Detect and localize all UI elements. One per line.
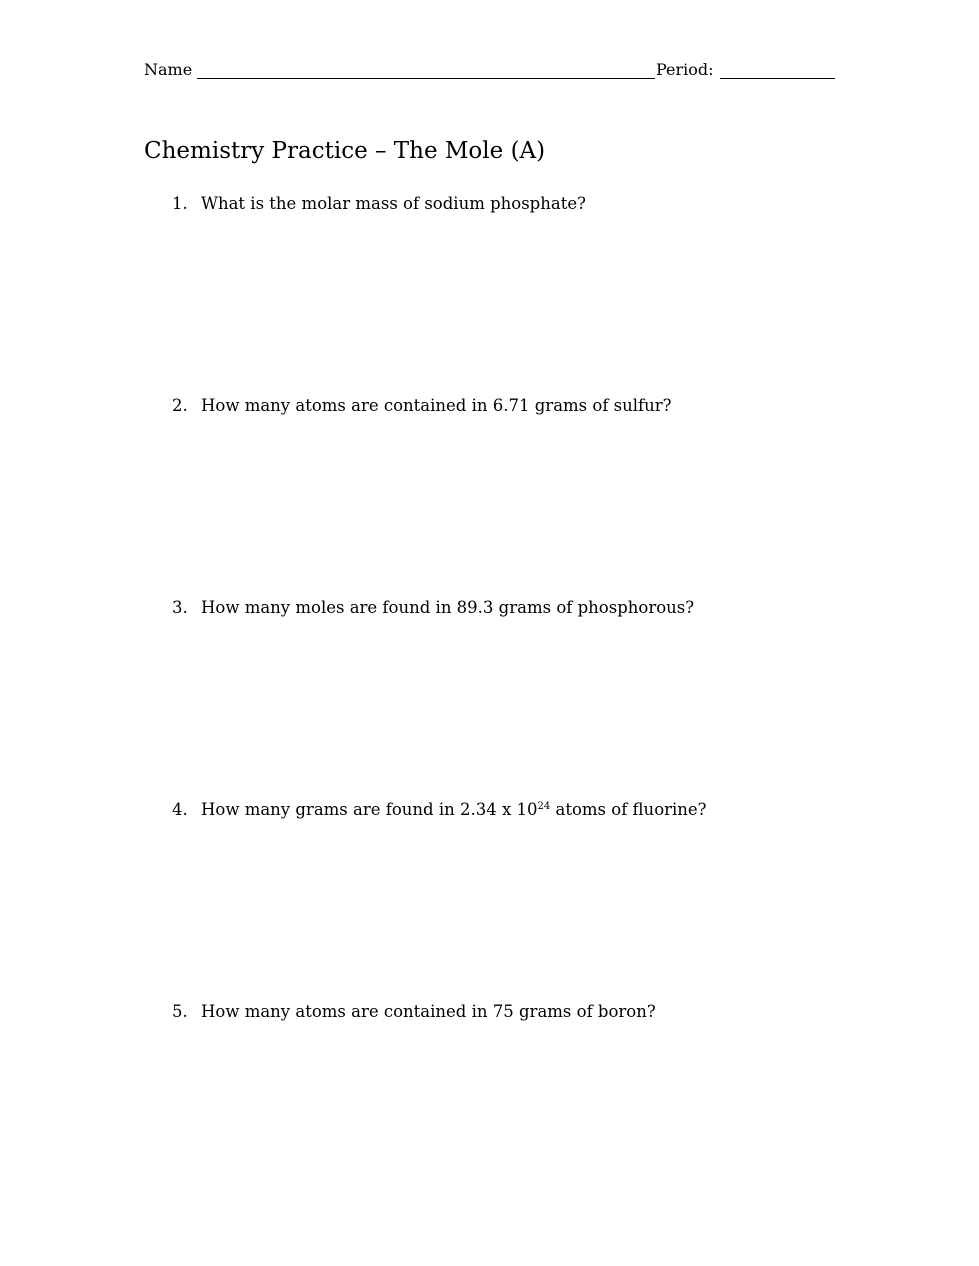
question-number: 1. xyxy=(172,194,188,213)
question-text: How many atoms are contained in 6.71 grams of sulfur? xyxy=(201,396,672,415)
question-text: What is the molar mass of sodium phosphate? xyxy=(201,194,586,213)
name-blank-line xyxy=(197,78,655,79)
question-2 xyxy=(172,394,672,418)
header-line xyxy=(144,58,836,82)
question-5 xyxy=(172,1000,656,1024)
question-4 xyxy=(172,798,707,822)
question-1 xyxy=(172,192,586,216)
name-label: Name xyxy=(144,60,193,79)
question-text: How many moles are found in 89.3 grams of phosphorous? xyxy=(201,598,695,617)
question-number: 4. xyxy=(172,800,188,819)
page-title: Chemistry Practice – The Mole (A) xyxy=(144,138,546,164)
period-blank-line xyxy=(720,78,835,79)
question-text-before: How many grams are found in 2.34 x 10 xyxy=(201,800,538,819)
question-number: 2. xyxy=(172,396,188,415)
question-3 xyxy=(172,596,694,620)
question-number: 5. xyxy=(172,1002,188,1021)
question-number: 3. xyxy=(172,598,188,617)
question-text-after: atoms of fluorine? xyxy=(550,800,707,819)
question-text: How many atoms are contained in 75 grams of boron? xyxy=(201,1002,656,1021)
period-label: Period: xyxy=(656,60,714,79)
exponent: 24 xyxy=(537,801,551,812)
